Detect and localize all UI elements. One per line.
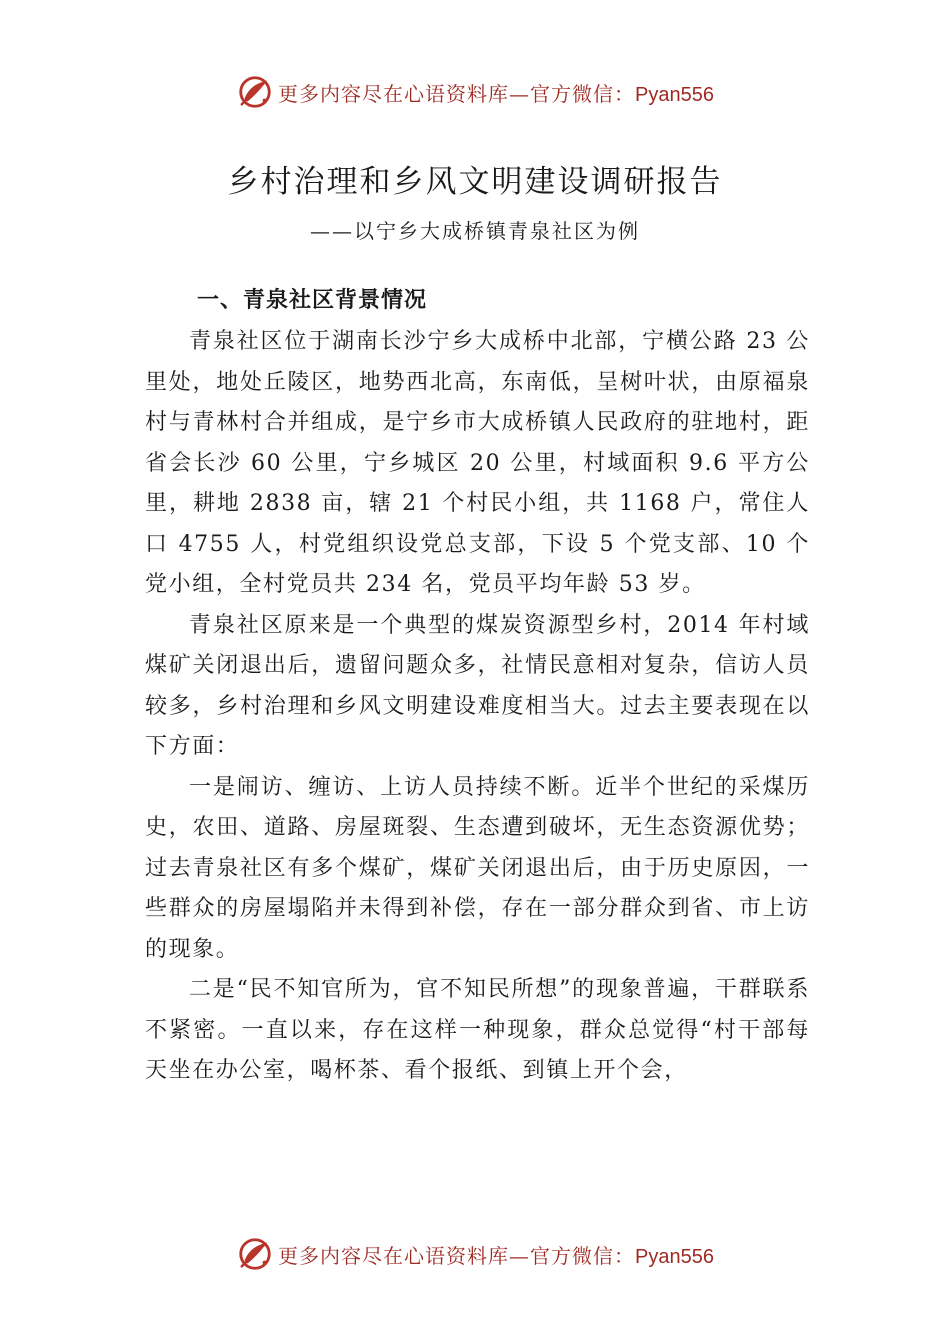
watermark-text: 更多内容尽在心语资料库—官方微信：Pyan556 [278,81,714,106]
watermark-text: 更多内容尽在心语资料库—官方微信：Pyan556 [278,1243,714,1268]
watermark-logo-icon [236,73,274,111]
paragraph: 青泉社区原来是一个典型的煤炭资源型乡村，2014 年村域煤矿关闭退出后，遗留问题众多，社情民意相对复杂，信访人员较多，乡村治理和乡风文明建设难度相当大。过去主要表现在以下方面： [145,612,810,759]
document-title: 乡村治理和乡风文明建设调研报告 [227,164,723,200]
watermark-logo-icon [236,1235,274,1273]
watermark-banner-bottom [0,1232,950,1276]
watermark-banner-top [0,70,950,114]
paragraph: 二是“民不知官所为，官不知民所想”的现象普遍，干群联系不紧密。一直以来，存在这样一种现象，群众总觉得“村干部每天坐在办公室，喝杯茶、看个报纸、到镇上开个会， [145,977,810,1083]
document-body [145,322,810,1092]
paragraph: 青泉社区位于湖南长沙宁乡大成桥中北部，宁横公路 23 公里处，地处丘陵区，地势西北高，东南低，呈树叶状，由原福泉村与青林村合并组成，是宁乡市大成桥镇人民政府的驻地村，距省会长沙 60 公里，宁乡城区 20 公里，村域面积 9.6 平方公里，耕地 2838 亩，辖 21 个村民小组，共 1168 户，常住人口 4755 人，村党组织设党总支部，下设 5 个党支部、10 个党小组，全村党员共 234 名，党员平均年龄 53 岁。 [145,329,810,597]
document-subtitle: ——以宁乡大成桥镇青泉社区为例 [310,219,640,243]
section-heading: 一、青泉社区背景情况 [197,288,428,313]
paragraph: 一是闹访、缠访、上访人员持续不断。近半个世纪的采煤历史，农田、道路、房屋斑裂、生态遭到破坏，无生态资源优势；过去青泉社区有多个煤矿，煤矿关闭退出后，由于历史原因，一些群众的房屋塌陷并未得到补偿，存在一部分群众到省、市上访的现象。 [145,774,810,962]
